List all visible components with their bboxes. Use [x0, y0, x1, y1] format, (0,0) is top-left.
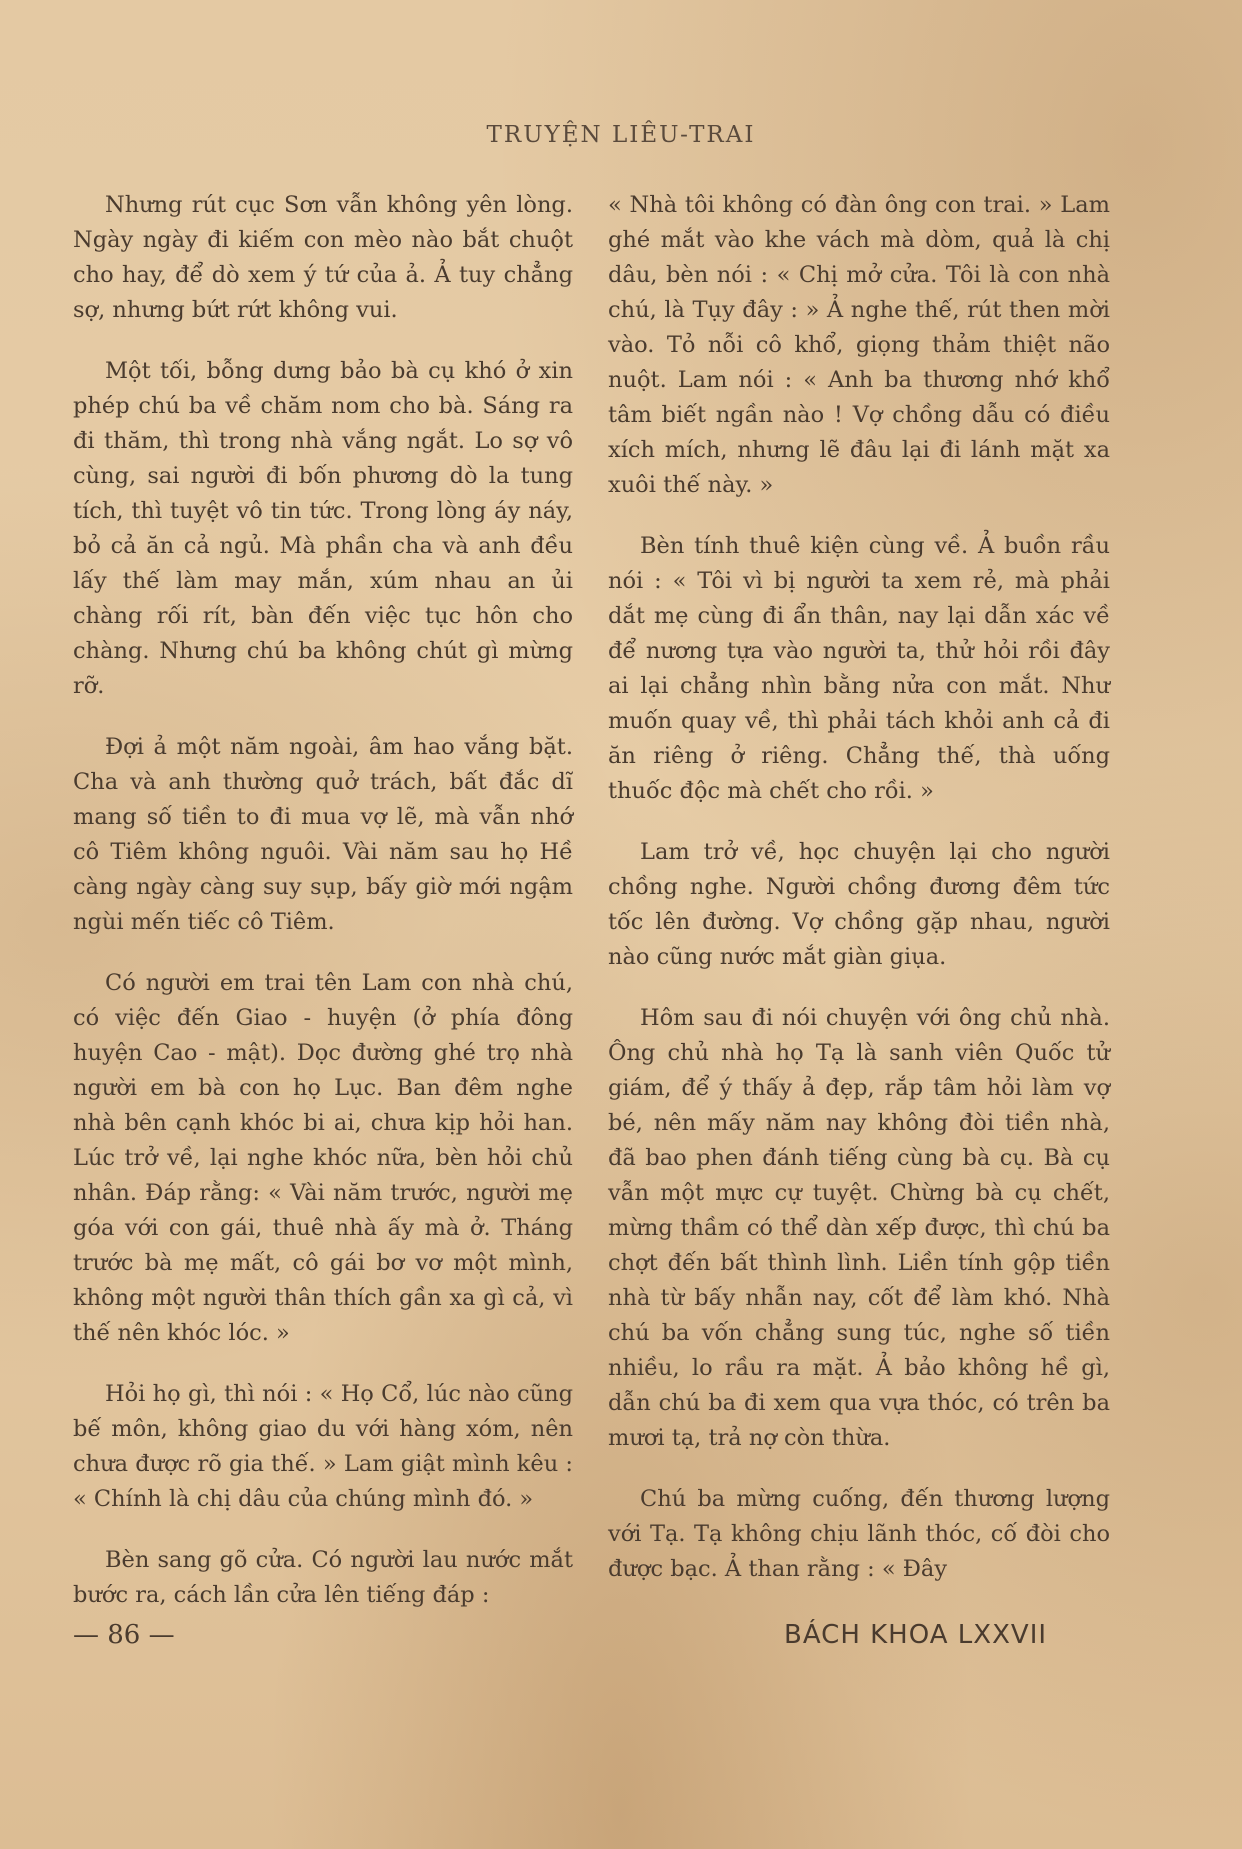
paragraph: Chú ba mừng cuống, đến thương lượng với Tạ. Tạ không chịu lãnh thóc, cố đòi cho được bạc. Ả than rằng : « Đây	[608, 1486, 1110, 1582]
left-column	[73, 188, 573, 1639]
paragraph: « Nhà tôi không có đàn ông con trai. » Lam ghé mắt vào khe vách mà dòm, quả là chị dâu, bèn nói : « Chị mở cửa. Tôi là con nhà chú, là Tụy đây : » Ả nghe thế, rút then mời vào. Tỏ nỗi cô khổ, giọng thảm thiệt não nuột. Lam nói : « Anh ba thương nhớ khổ tâm biết ngần nào ! Vợ chồng dẫu có điều xích mích, nhưng lẽ đâu lại đi lánh mặt xa xuôi thế này. »	[608, 192, 1110, 498]
paragraph: Hôm sau đi nói chuyện với ông chủ nhà. Ông chủ nhà họ Tạ là sanh viên Quốc tử giám, để ý thấy ả đẹp, rắp tâm hỏi làm vợ bé, nên mấy năm nay không đòi tiền nhà, đã bao phen đánh tiếng cùng bà cụ. Bà cụ vẫn một mực cự tuyệt. Chừng bà cụ chết, mừng thầm có thể dàn xếp được, thì chú ba chợt đến bất thình lình. Liền tính gộp tiền nhà từ bấy nhẫn nay, cốt để làm khó. Nhà chú ba vốn chẳng sung túc, nghe số tiền nhiều, lo rầu ra mặt. Ả bảo không hề gì, dẫn chú ba đi xem qua vựa thóc, có trên ba mươi tạ, trả nợ còn thừa.	[608, 1005, 1110, 1451]
paragraph: Có người em trai tên Lam con nhà chú, có việc đến Giao - huyện (ở phía đông huyện Cao - mật). Dọc đường ghé trọ nhà người em bà con họ Lục. Ban đêm nghe nhà bên cạnh khóc bi ai, chưa kịp hỏi han. Lúc trở về, lại nghe khóc nữa, bèn hỏi chủ nhân. Đáp rằng: « Vài năm trước, người mẹ góa với con gái, thuê nhà ấy mà ở. Tháng trước bà mẹ mất, cô gái bơ vơ một mình, không một người thân thích gần xa gì cả, vì thế nên khóc lóc. »	[73, 970, 573, 1346]
journal-issue: BÁCH KHOA LXXVII	[784, 1620, 1048, 1650]
paragraph: Đợi ả một năm ngoài, âm hao vắng bặt. Cha và anh thường quở trách, bất đắc dĩ mang số tiền to đi mua vợ lẽ, mà vẫn nhớ cô Tiêm không nguôi. Vài năm sau họ Hề càng ngày càng suy sụp, bấy giờ mới ngậm ngùi mến tiếc cô Tiêm.	[73, 734, 573, 935]
paragraph: Nhưng rút cục Sơn vẫn không yên lòng. Ngày ngày đi kiếm con mèo nào bắt chuột cho hay, để dò xem ý tứ của ả. Ả tuy chẳng sợ, nhưng bứt rứt không vui.	[73, 192, 573, 323]
paragraph: Một tối, bỗng dưng bảo bà cụ khó ở xin phép chú ba về chăm nom cho bà. Sáng ra đi thăm, thì trong nhà vắng ngắt. Lo sợ vô cùng, sai người đi bốn phương dò la tung tích, thì tuyệt vô tin tức. Trong lòng áy náy, bỏ cả ăn cả ngủ. Mà phần cha và anh đều lấy thế làm may mắn, xúm nhau an ủi chàng rối rít, bàn đến việc tục hôn cho chàng. Nhưng chú ba không chút gì mừng rỡ.	[73, 358, 573, 699]
paragraph: Lam trở về, học chuyện lại cho người chồng nghe. Người chồng đương đêm tức tốc lên đường. Vợ chồng gặp nhau, người nào cũng nước mắt giàn giụa.	[608, 839, 1110, 970]
page-number: — 86 —	[73, 1620, 175, 1650]
paragraph: Hỏi họ gì, thì nói : « Họ Cổ, lúc nào cũng bế môn, không giao du với hàng xóm, nên chưa được rõ gia thế. » Lam giật mình kêu : « Chính là chị dâu của chúng mình đó. »	[73, 1381, 573, 1512]
paragraph: Bèn sang gõ cửa. Có người lau nước mắt bước ra, cách lần cửa lên tiếng đáp :	[73, 1547, 573, 1608]
running-title: TRUYỆN LIÊU-TRAI	[486, 122, 756, 148]
right-column	[608, 188, 1110, 1613]
paragraph: Bèn tính thuê kiện cùng về. Ả buồn rầu nói : « Tôi vì bị người ta xem rẻ, mà phải dắt mẹ cùng đi ẩn thân, nay lại dẫn xác về để nương tựa vào người ta, thử hỏi rồi đây ai lại chẳng nhìn bằng nửa con mắt. Như muốn quay về, thì phải tách khỏi anh cả đi ăn riêng ở riêng. Chẳng thế, thà uống thuốc độc mà chết cho rồi. »	[608, 533, 1110, 804]
